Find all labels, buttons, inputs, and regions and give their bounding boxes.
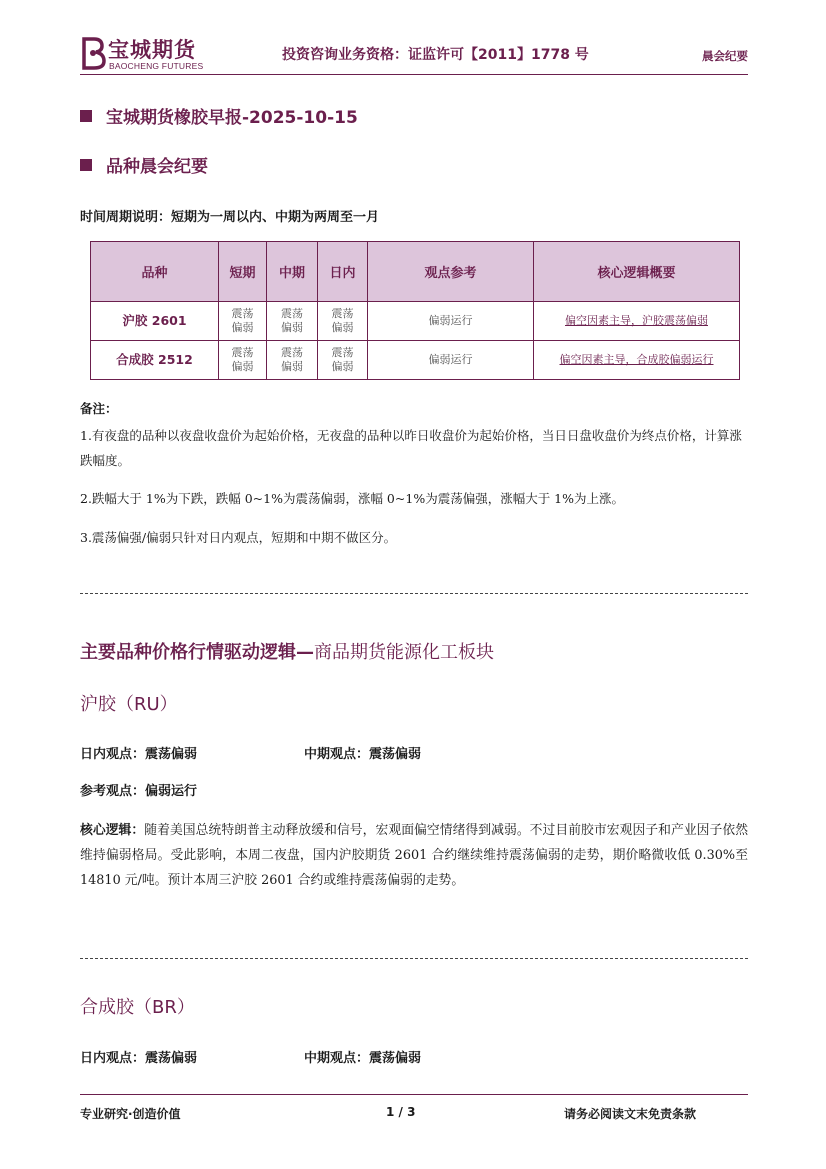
core-logic-link[interactable]: 偏空因素主导，沪胶震荡偏弱 <box>534 302 740 341</box>
header-divider <box>80 74 748 75</box>
reference-view: 偏弱运行 <box>368 302 534 341</box>
variety-name: 沪胶 2601 <box>91 302 219 341</box>
page-number: 1 / 3 <box>386 1105 416 1119</box>
table-row <box>91 341 740 380</box>
table-row <box>91 302 740 341</box>
br-intraday-view: 日内观点：震荡偏弱 <box>80 1051 198 1066</box>
br-mid-view: 中期观点：震荡偏弱 <box>304 1051 422 1066</box>
reference-view: 偏弱运行 <box>368 341 534 380</box>
footer-divider <box>80 1094 748 1095</box>
note-item: 2.跌幅大于 1%为下跌，跌幅 0~1%为震荡偏弱，涨幅 0~1%为震荡偏强，涨幅大于 1%为上涨。 <box>80 491 624 506</box>
ru-intraday-view: 日内观点：震荡偏弱 <box>80 747 198 762</box>
summary-title: 品种晨会纪要 <box>80 152 208 177</box>
ru-mid-view: 中期观点：震荡偏弱 <box>304 747 422 762</box>
logo-text-cn: 宝城期货 <box>108 38 196 62</box>
col-header-view: 观点参考 <box>368 242 534 302</box>
table-header-row <box>91 242 740 302</box>
intraday-view: 震荡 偏弱 <box>318 302 368 341</box>
square-bullet-icon <box>80 159 92 171</box>
summary-table <box>90 241 740 380</box>
logo-text-en: BAOCHENG FUTURES <box>109 61 204 71</box>
mid-term-view: 震荡 偏弱 <box>267 302 318 341</box>
intraday-view: 震荡 偏弱 <box>318 341 368 380</box>
col-header-logic: 核心逻辑概要 <box>534 242 740 302</box>
short-term-view: 震荡 偏弱 <box>219 341 267 380</box>
dashed-divider <box>80 958 748 959</box>
drivers-title: 主要品种价格行情驱动逻辑—商品期货能源化工板块 <box>80 642 494 663</box>
ru-title: 沪胶（RU） <box>80 694 178 715</box>
col-header-mid: 中期 <box>267 242 318 302</box>
core-logic-link[interactable]: 偏空因素主导，合成胶偏弱运行 <box>534 341 740 380</box>
logo-mark-icon <box>80 36 106 70</box>
note-item: 1.有夜盘的品种以夜盘收盘价为起始价格，无夜盘的品种以昨日收盘价为起始价格，当日日盘收盘价为终点价格，计算涨跌幅度。 <box>80 428 742 468</box>
mid-term-view: 震荡 偏弱 <box>267 341 318 380</box>
ru-reference-view: 参考观点：偏弱运行 <box>80 784 198 799</box>
page-header <box>80 34 748 76</box>
footer-slogan: 专业研究·创造价值 <box>80 1107 181 1121</box>
dashed-divider <box>80 593 748 594</box>
variety-name: 合成胶 2512 <box>91 341 219 380</box>
report-title: 宝城期货橡胶早报-2025-10-15 <box>80 103 358 128</box>
col-header-short: 短期 <box>219 242 267 302</box>
ru-core-logic: 核心逻辑：随着美国总统特朗普主动释放缓和信号，宏观面偏空情绪得到减弱。不过目前胶市宏观因子和产业因子依然维持偏弱格局。受此影响，本周二夜盘，国内沪胶期货 2601 合约继续维持震荡偏弱的走势，期价略微收低 0.30%至 14810 元/吨。预计本周三沪胶 2601 合约或维持震荡偏弱的走势。 <box>80 823 749 888</box>
short-term-view: 震荡 偏弱 <box>219 302 267 341</box>
company-logo <box>80 34 210 74</box>
section-label: 晨会纪要 <box>702 49 748 63</box>
col-header-intraday: 日内 <box>318 242 368 302</box>
br-title: 合成胶（BR） <box>80 997 195 1018</box>
qualification-text: 投资咨询业务资格：证监许可【2011】1778 号 <box>282 47 589 63</box>
note-item: 3.震荡偏强/偏弱只针对日内观点，短期和中期不做区分。 <box>80 530 397 545</box>
period-note: 时间周期说明：短期为一周以内、中期为两周至一月 <box>80 210 380 225</box>
notes-heading: 备注： <box>80 401 118 416</box>
square-bullet-icon <box>80 110 92 122</box>
col-header-variety: 品种 <box>91 242 219 302</box>
disclaimer-notice: 请务必阅读文末免责条款 <box>564 1107 697 1121</box>
